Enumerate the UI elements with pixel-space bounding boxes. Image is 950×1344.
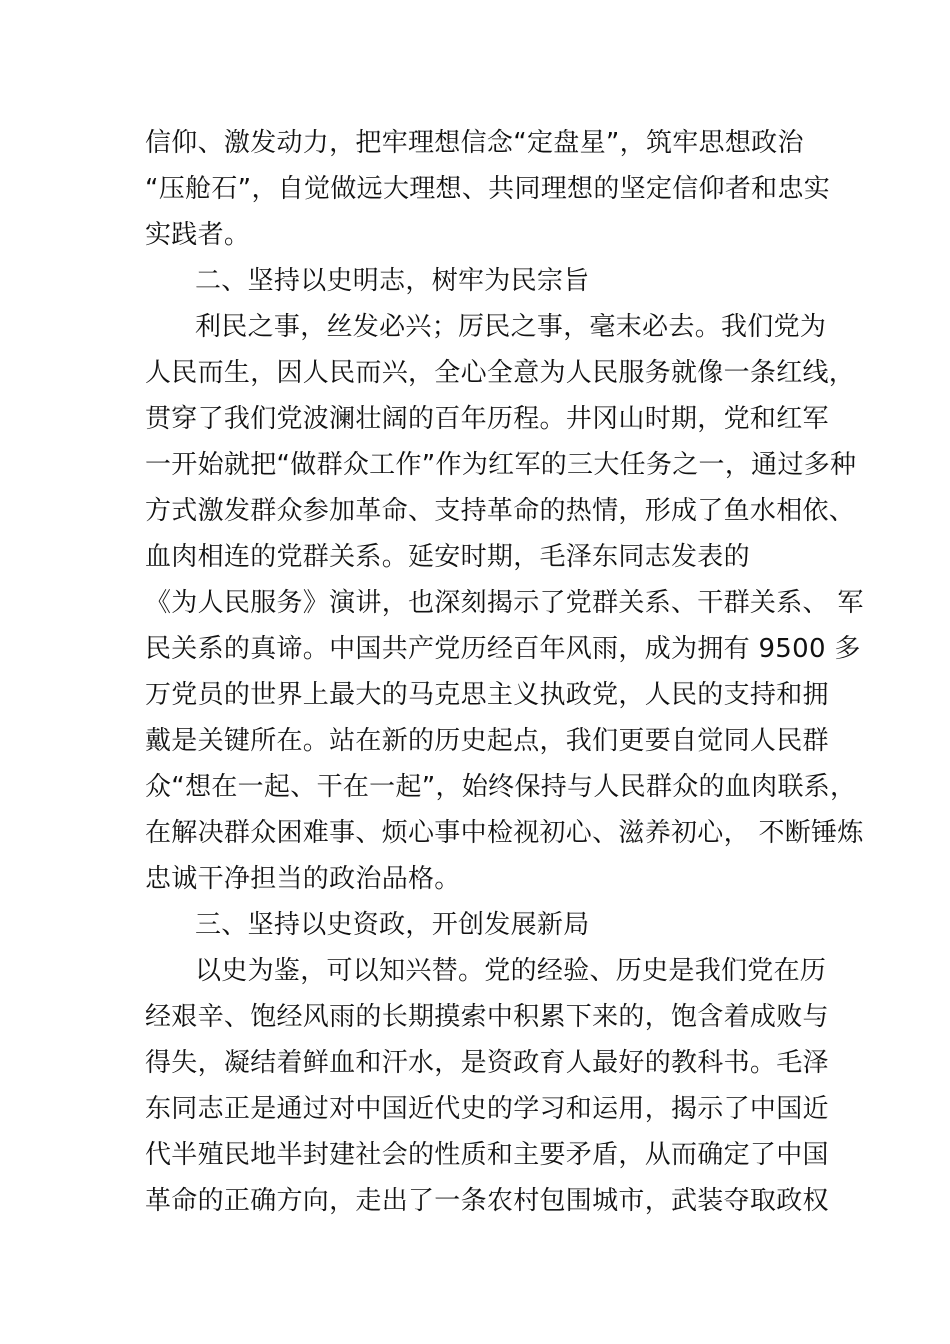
text-line: 利民之事，丝发必兴；厉民之事，毫末必去。我们党为 bbox=[195, 312, 827, 342]
text-line: 在解决群众困难事、烦心事中检视初心、滋养初心， 不断锤炼 bbox=[145, 818, 864, 848]
text-line: 信仰、激发动力，把牢理想信念“定盘星”，筑牢思想政治 bbox=[145, 128, 804, 158]
section-heading: 三、坚持以史资政，开创发展新局 bbox=[195, 910, 590, 940]
text-line: 代半殖民地半封建社会的性质和主要矛盾，从而确定了中国 bbox=[145, 1140, 829, 1170]
text-line: 得失，凝结着鲜血和汗水，是资政育人最好的教科书。毛泽 bbox=[145, 1048, 829, 1078]
text-line: 血肉相连的党群关系。延安时期，毛泽东同志发表的 bbox=[145, 542, 750, 572]
text-line: “压舱石”，自觉做远大理想、共同理想的坚定信仰者和忠实 bbox=[145, 174, 831, 204]
text-line: 众“想在一起、干在一起”，始终保持与人民群众的血肉联系， bbox=[145, 772, 857, 802]
text-line: 方式激发群众参加革命、支持革命的热情，形成了鱼水相依、 bbox=[145, 496, 856, 526]
text-line: 人民而生，因人民而兴，全心全意为人民服务就像一条红线， bbox=[145, 358, 856, 388]
text-line: 革命的正确方向，走出了一条农村包围城市，武装夺取政权 bbox=[145, 1186, 829, 1216]
text-line: 《为人民服务》演讲，也深刻揭示了党群关系、干群关系、 军 bbox=[145, 588, 864, 618]
text-line: 民关系的真谛。中国共产党历经百年风雨，成为拥有 9500 多 bbox=[145, 634, 861, 664]
text-line: 戴是关键所在。站在新的历史起点，我们更要自觉同人民群 bbox=[145, 726, 829, 756]
section-heading: 二、坚持以史明志，树牢为民宗旨 bbox=[195, 266, 590, 296]
text-line: 贯穿了我们党波澜壮阔的百年历程。井冈山时期，党和红军 bbox=[145, 404, 829, 434]
text-line: 经艰辛、饱经风雨的长期摸索中积累下来的，饱含着成败与 bbox=[145, 1002, 829, 1032]
text-line: 以史为鉴，可以知兴替。党的经验、历史是我们党在历 bbox=[195, 956, 827, 986]
text-line: 忠诚干净担当的政治品格。 bbox=[145, 864, 461, 894]
text-line: 一开始就把“做群众工作”作为红军的三大任务之一，通过多种 bbox=[145, 450, 857, 480]
text-line: 万党员的世界上最大的马克思主义执政党，人民的支持和拥 bbox=[145, 680, 829, 710]
text-line: 实践者。 bbox=[145, 220, 251, 250]
text-line: 东同志正是通过对中国近代史的学习和运用，揭示了中国近 bbox=[145, 1094, 829, 1124]
